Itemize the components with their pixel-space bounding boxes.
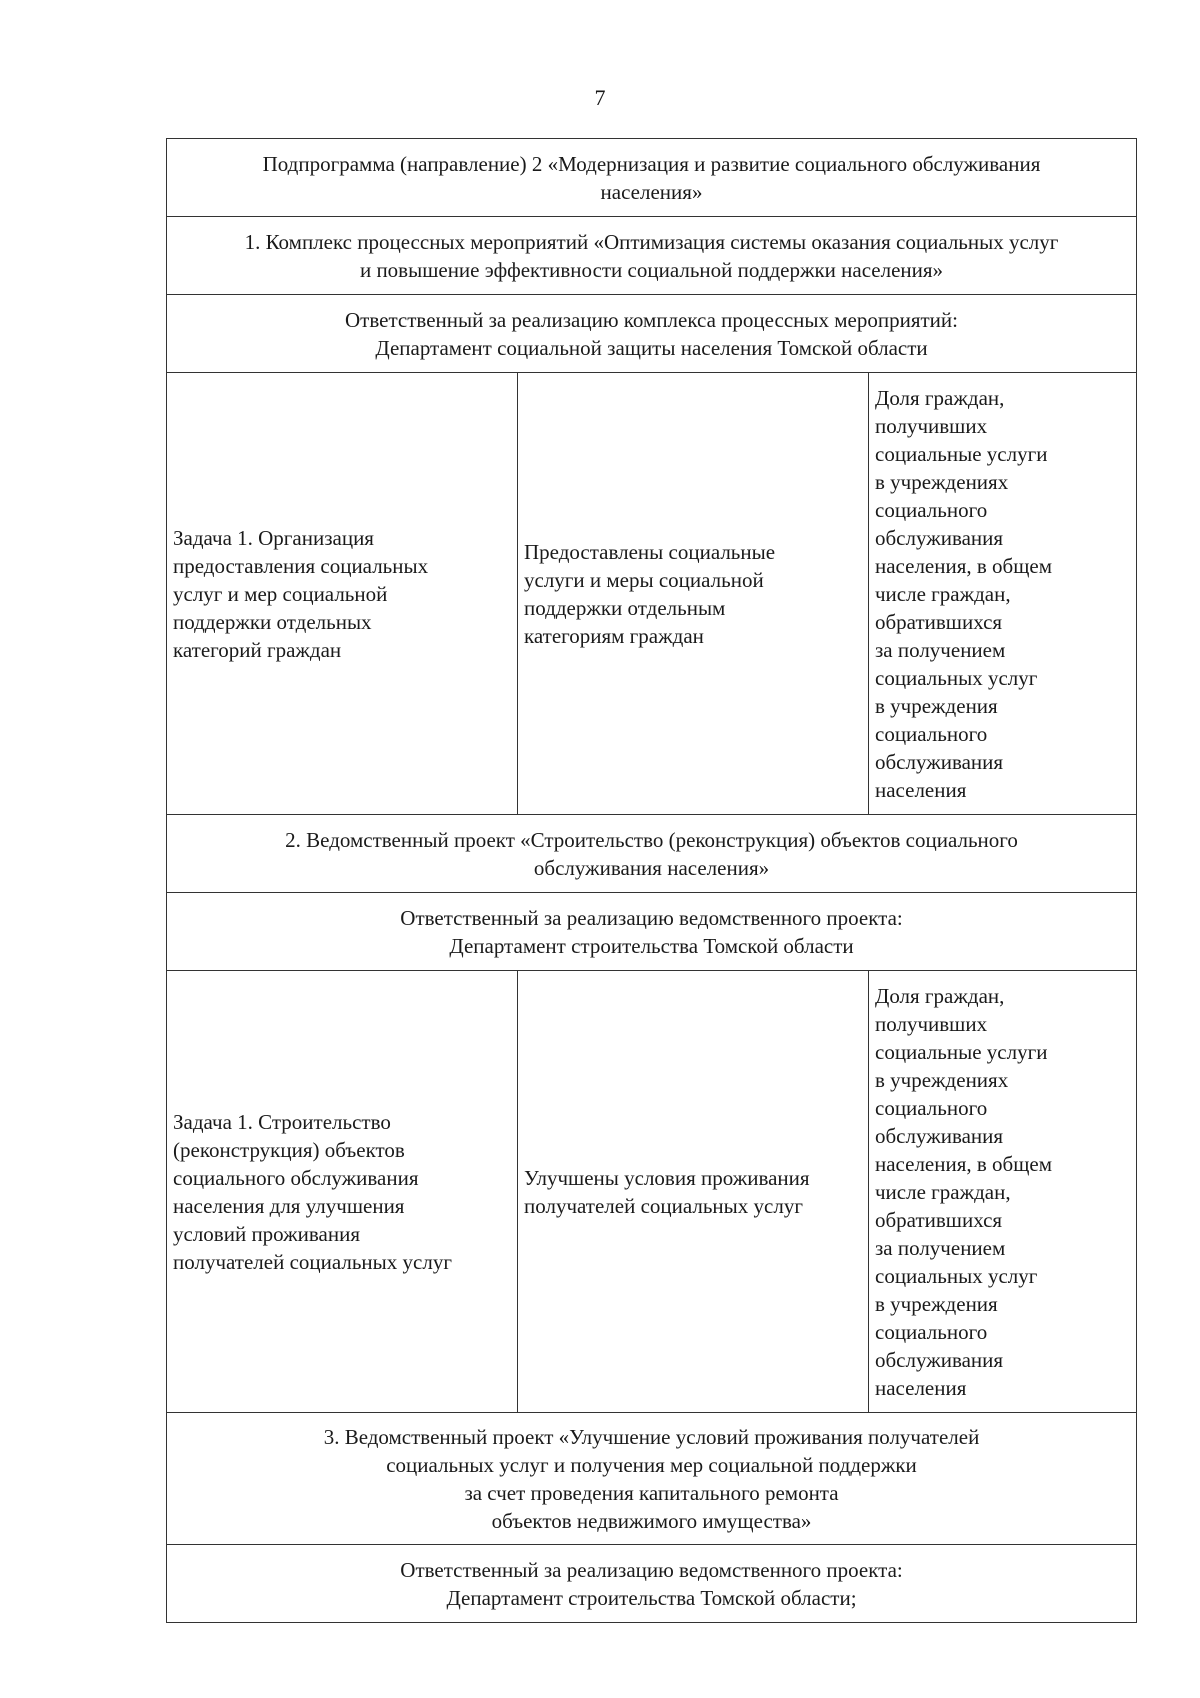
block2-indicator-line: обратившихся (875, 1207, 1003, 1232)
block2-indicator-line: населения (875, 1375, 967, 1400)
block2-indicator-cell (869, 971, 1137, 1413)
block1-result-cell (518, 373, 869, 815)
program-table (166, 138, 1137, 1623)
block1-indicator-line: обратившихся (875, 609, 1003, 634)
block2-title-line: 2. Ведомственный проект «Строительство (реконструкция) объектов социального (285, 827, 1018, 852)
block3-title-line: за счет проведения капитального ремонта (464, 1480, 839, 1505)
block1-indicator-line: социальные услуги (875, 441, 1048, 466)
block2-title-row (167, 815, 1137, 893)
block2-result-line: Улучшены условия проживания (524, 1165, 810, 1190)
block1-indicator-line: населения (875, 777, 967, 802)
block2-task-row (167, 971, 1137, 1413)
block2-indicator-line: населения, в общем (875, 1151, 1053, 1176)
block2-indicator-line: социальных услуг (875, 1263, 1038, 1288)
block3-responsible-line: Ответственный за реализацию ведомственного проекта: (400, 1557, 903, 1582)
block3-title-line: объектов недвижимого имущества» (491, 1508, 812, 1533)
block3-responsible-cell (167, 1545, 1137, 1623)
block1-task-line: категорий граждан (173, 637, 342, 662)
block2-result-cell (518, 971, 869, 1413)
block1-result-line: услуги и меры социальной (524, 567, 764, 592)
block1-result-line: Предоставлены социальные (524, 539, 776, 564)
block3-title-row (167, 1413, 1137, 1545)
block1-indicator-line: получивших (875, 413, 988, 438)
block3-title-line: социальных услуг и получения мер социальной поддержки (386, 1452, 917, 1477)
block2-task-line: получателей социальных услуг (173, 1249, 452, 1274)
subprogram-title-line: Подпрограмма (направление) 2 «Модернизация и развитие социального обслуживания (262, 151, 1041, 176)
block1-title-row (167, 217, 1137, 295)
block1-indicator-line: обслуживания (875, 525, 1004, 550)
block1-indicator-line: социальных услуг (875, 665, 1038, 690)
block2-responsible-cell (167, 893, 1137, 971)
block2-responsible-line: Ответственный за реализацию ведомственного проекта: (400, 905, 903, 930)
block2-task-line: социального обслуживания (173, 1165, 419, 1190)
block1-result-line: категориям граждан (524, 623, 704, 648)
block3-title-line: 3. Ведомственный проект «Улучшение условий проживания получателей (323, 1424, 980, 1449)
block2-indicator-line: социального (875, 1319, 988, 1344)
block1-title-line: и повышение эффективности социальной поддержки населения» (359, 257, 944, 282)
block2-indicator-line: в учреждения (875, 1291, 998, 1316)
block1-responsible-line: Ответственный за реализацию комплекса процессных мероприятий: (345, 307, 958, 332)
subprogram-title-cell (167, 139, 1137, 217)
block2-indicator-line: за получением (875, 1235, 1006, 1260)
block2-responsible-row (167, 893, 1137, 971)
block1-task-cell (167, 373, 518, 815)
block2-responsible-line: Департамент строительства Томской области (449, 933, 854, 958)
block2-indicator-line: обслуживания (875, 1347, 1004, 1372)
block3-title-cell (167, 1413, 1137, 1545)
block1-task-line: Задача 1. Организация (173, 525, 374, 550)
block3-responsible-line: Департамент строительства Томской области; (446, 1585, 857, 1610)
block1-title-cell (167, 217, 1137, 295)
block1-responsible-row (167, 295, 1137, 373)
block2-title-cell (167, 815, 1137, 893)
block1-indicator-line: в учреждения (875, 693, 998, 718)
block1-indicator-cell (869, 373, 1137, 815)
block2-indicator-line: социального (875, 1095, 988, 1120)
subprogram-title-line: населения» (600, 179, 703, 204)
block1-task-row (167, 373, 1137, 815)
page-number: 7 (594, 85, 606, 110)
block2-indicator-line: числе граждан, (875, 1179, 1011, 1204)
block1-task-line: услуг и мер социальной (173, 581, 388, 606)
block2-task-cell (167, 971, 518, 1413)
block1-responsible-cell (167, 295, 1137, 373)
block1-indicator-line: Доля граждан, (875, 385, 1005, 410)
block2-indicator-line: социальные услуги (875, 1039, 1048, 1064)
block1-indicator-line: числе граждан, (875, 581, 1011, 606)
block1-indicator-line: в учреждениях (875, 469, 1009, 494)
block2-task-line: Задача 1. Строительство (173, 1109, 391, 1134)
block2-indicator-line: обслуживания (875, 1123, 1004, 1148)
block1-result-line: поддержки отдельным (524, 595, 726, 620)
block2-indicator-line: Доля граждан, (875, 983, 1005, 1008)
block1-indicator-line: социального (875, 721, 988, 746)
block3-responsible-row (167, 1545, 1137, 1623)
block2-indicator-line: в учреждениях (875, 1067, 1009, 1092)
subprogram-row (167, 139, 1137, 217)
block2-title-line: обслуживания населения» (533, 855, 770, 880)
block2-task-line: (реконструкция) объектов (173, 1137, 405, 1162)
block2-result-line: получателей социальных услуг (524, 1193, 803, 1218)
block1-indicator-line: за получением (875, 637, 1006, 662)
block1-title-line: 1. Комплекс процессных мероприятий «Оптимизация системы оказания социальных услуг (244, 229, 1059, 254)
block2-task-line: населения для улучшения (173, 1193, 405, 1218)
block1-indicator-line: социального (875, 497, 988, 522)
block2-indicator-line: получивших (875, 1011, 988, 1036)
block1-indicator-line: населения, в общем (875, 553, 1053, 578)
block2-task-line: условий проживания (173, 1221, 361, 1246)
block1-task-line: поддержки отдельных (173, 609, 372, 634)
block1-task-line: предоставления социальных (173, 553, 429, 578)
block1-responsible-line: Департамент социальной защиты населения Томской области (375, 335, 928, 360)
block1-indicator-line: обслуживания (875, 749, 1004, 774)
